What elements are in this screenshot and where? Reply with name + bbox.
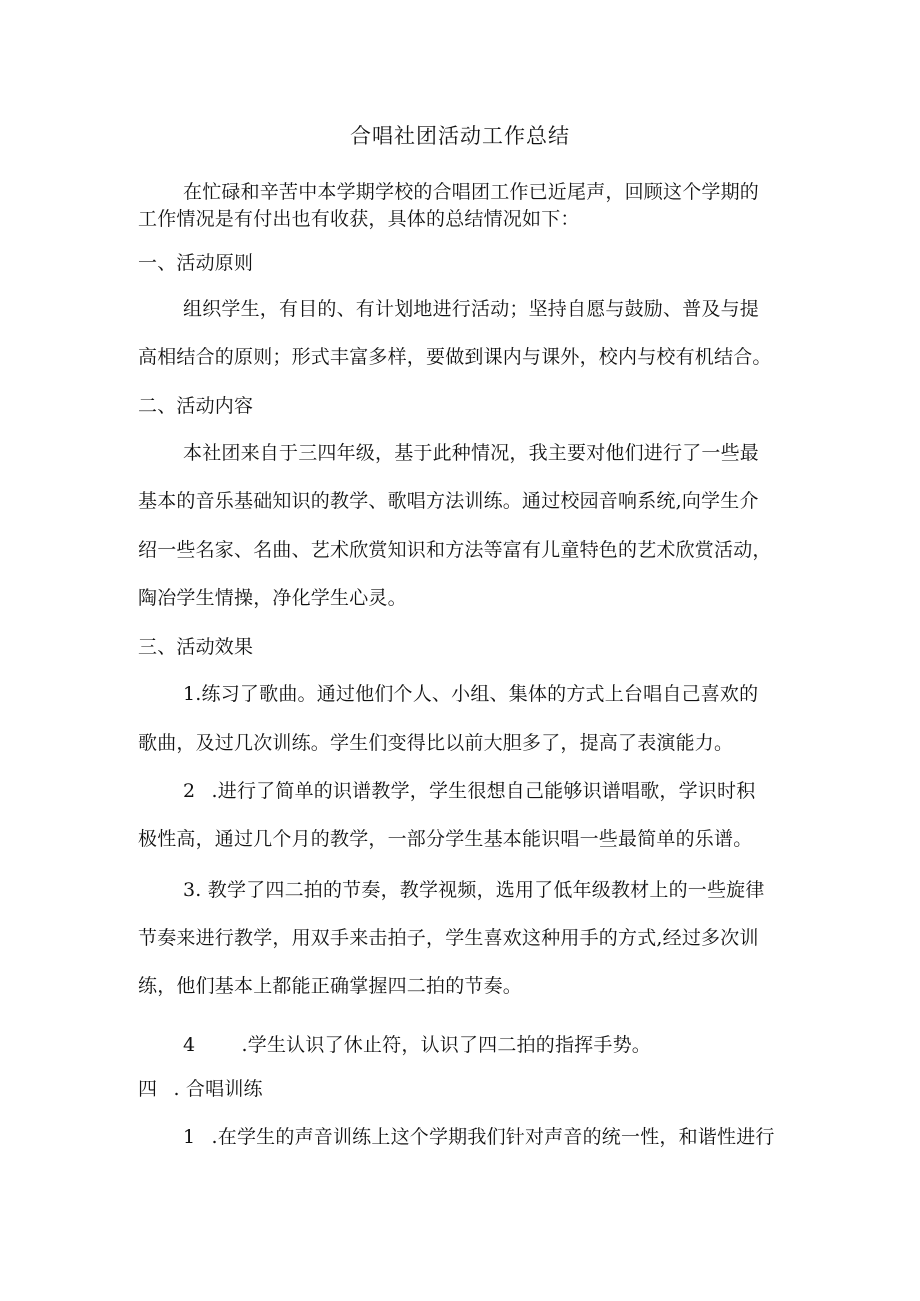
section-3-item-3-line-2: 节奏来进行教学，用双手来击拍子，学生喜欢这种用手的方式,经过多次训 — [138, 927, 759, 949]
section-3-item-4 — [183, 1033, 651, 1057]
item-text: .进行了简单的识谱教学，学生很想自己能够识谱唱歌，学识时积 — [211, 780, 756, 802]
item-number: 4 — [183, 1034, 196, 1056]
item-text: .学生认识了休止符，认识了四二拍的指挥手势。 — [241, 1034, 651, 1056]
heading-text: . 合唱训练 — [173, 1078, 263, 1100]
section-1-heading: 一、活动原则 — [138, 252, 254, 274]
section-3-heading: 三、活动效果 — [138, 636, 254, 658]
section-3-item-1-line-1: 1.练习了歌曲。通过他们个人、小组、集体的方式上台唱自己喜欢的 — [183, 683, 759, 705]
page-title: 合唱社团活动工作总结 — [350, 124, 570, 148]
section-3-item-1-line-2: 歌曲，及过几次训练。学生们变得比以前大胆多了，提高了表演能力。 — [138, 732, 734, 754]
section-2-line-2: 基本的音乐基础知识的教学、歌唱方法训练。通过校园音响系统,向学生介 — [138, 490, 759, 512]
item-number: 1 — [183, 1126, 196, 1148]
section-2-line-1: 本社团来自于三四年级，基于此种情况，我主要对他们进行了一些最 — [183, 442, 760, 464]
item-number: 2 — [183, 780, 196, 802]
section-2-heading: 二、活动内容 — [138, 395, 254, 417]
section-4-heading — [138, 1077, 263, 1101]
intro-line-2: 工作情况是有付出也有收获，具体的总结情况如下： — [138, 208, 580, 230]
heading-number: 四 — [138, 1078, 158, 1100]
section-3-item-2-line-2: 极性高，通过几个月的教学，一部分学生基本能识唱一些最简单的乐谱。 — [138, 828, 753, 850]
section-1-line-1: 组织学生，有目的、有计划地进行活动；坚持自愿与鼓励、普及与提 — [183, 298, 760, 320]
section-4-item-1 — [183, 1125, 775, 1149]
section-3-item-2-line-1 — [183, 779, 755, 803]
section-3-item-3-line-3: 练，他们基本上都能正确掌握四二拍的节奏。 — [138, 975, 523, 997]
intro-line-1: 在忙碌和辛苦中本学期学校的合唱团工作已近尾声，回顾这个学期的 — [183, 181, 760, 203]
item-text: .在学生的声音训练上这个学期我们针对声音的统一性，和谐性进行 — [211, 1126, 775, 1148]
section-2-line-4: 陶冶学生情操，净化学生心灵。 — [138, 587, 407, 609]
section-1-line-2: 高相结合的原则；形式丰富多样，要做到课内与课外，校内与校有机结合。 — [138, 346, 772, 368]
section-2-line-3: 绍一些名家、名曲、艺术欣赏知识和方法等富有儿童特色的艺术欣赏活动， — [138, 539, 772, 561]
section-3-item-3-line-1: 3. 教学了四二拍的节奏，教学视频，选用了低年级教材上的一些旋律 — [183, 879, 765, 901]
